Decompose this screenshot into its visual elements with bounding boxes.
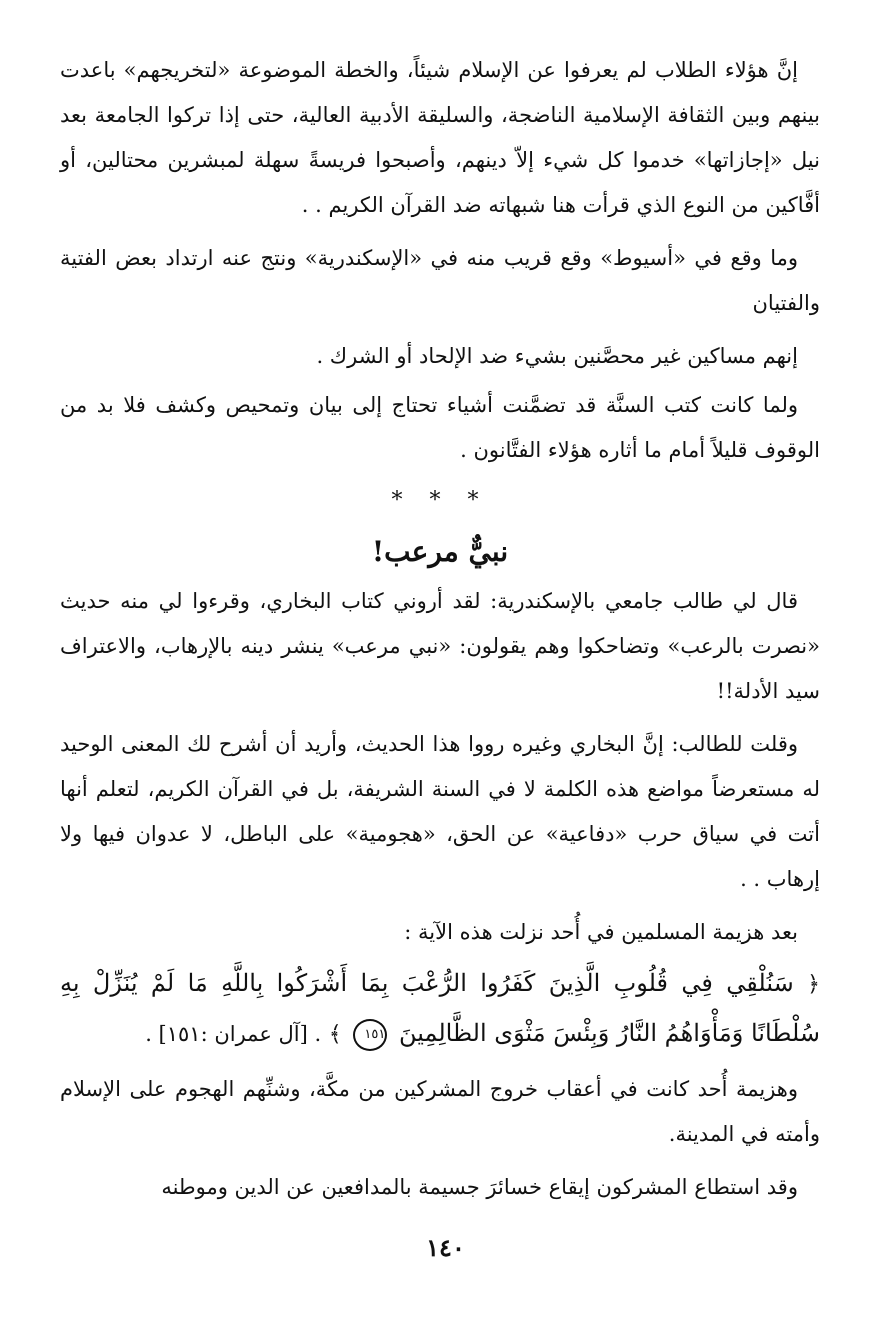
section-title: نبيٌّ مرعب!: [371, 535, 509, 568]
quran-verse-block: [60, 959, 820, 1059]
paragraph-students-ignorance: إنَّ هؤلاء الطلاب لم يعرفوا عن الإسلام شيئاً، والخطة الموضوعة «لتخريجهم» باعدت بينهم وبين الثقافة الإسلامية الناضجة، والسليقة الأدبية العالية، حتى إذا تركوا الجامعة بعد نيل «إجازاتها» خدموا كل شيء إلاّ دينهم، وأصبحوا فريسةً سهلة لمبشرين محتالين، أو أفَّاكين من النوع الذي قرأت هنا شبهاته ضد القرآن الكريم . .: [60, 58, 820, 217]
paragraph-uhud-intro: بعد هزيمة المسلمين في أُحد نزلت هذه الآية :: [404, 920, 798, 944]
section-separator: * * *: [391, 488, 489, 513]
paragraph-uhud-defeat: وهزيمة أُحد كانت في أعقاب خروج المشركين من مكَّة، وشنِّهم الهجوم على الإسلام وأمته في المدينة.: [60, 1077, 820, 1146]
paragraph-asyut-alexandria: وما وقع في «أسيوط» وقع قريب منه في «الإسكندرية» ونتج عنه ارتداد بعض الفتية والفتيان: [60, 246, 820, 315]
paragraph-losses: وقد استطاع المشركون إيقاع خسائرَ جسيمة بالمدافعين عن الدين وموطنه: [161, 1175, 798, 1199]
ayah-number-marker: ١٥١: [353, 1019, 387, 1051]
quran-verse-text: سَنُلْقِي فِي قُلُوبِ الَّذِينَ كَفَرُوا الرُّعْبَ بِمَا أَشْرَكُوا بِاللَّهِ مَا لَمْ يُنَزِّلْ بِهِ سُلْطَانًا وَمَأْوَاهُمُ النَّارُ وَبِئْسَ مَثْوَى الظَّالِمِينَ: [60, 969, 820, 1047]
paragraph-sunnah-books: ولما كانت كتب السنَّة قد تضمَّنت أشياء تحتاج إلى بيان وتمحيص وكشف فلا بد من الوقوف قليلاً أمام ما أثاره هؤلاء الفتَّانون .: [60, 393, 820, 462]
paragraph-reply-to-student: وقلت للطالب: إنَّ البخاري وغيره رووا هذا الحديث، وأريد أن أشرح لك المعنى الوحيد له مستعرضاً مواضع هذه الكلمة لا في السنة الشريفة، بل في القرآن الكريم، لتعلم أنها أتت في سياق حرب «دفاعية» عن الحق، «هجومية» على الباطل، لا عدوان فيها ولا إرهاب . .: [60, 732, 820, 891]
quran-reference: . [آل عمران :١٥١] .: [145, 1022, 322, 1046]
page-body: [60, 48, 820, 1218]
quran-open-brace: ﴿: [807, 972, 820, 997]
page-number: ١٤٠: [426, 1233, 465, 1262]
quran-close-brace: ﴾: [328, 1022, 342, 1047]
paragraph-student-story: قال لي طالب جامعي بالإسكندرية: لقد أروني كتاب البخاري، وقرءوا لي منه حديث «نصرت بالرعب» وتضاحكوا وهم يقولون: «نبي مرعب» ينشر دينه بالإرهاب، والاعتراف سيد الأدلة!!: [60, 589, 820, 703]
paragraph-unprotected: إنهم مساكين غير محصَّنين بشيء ضد الإلحاد أو الشرك .: [316, 344, 798, 368]
